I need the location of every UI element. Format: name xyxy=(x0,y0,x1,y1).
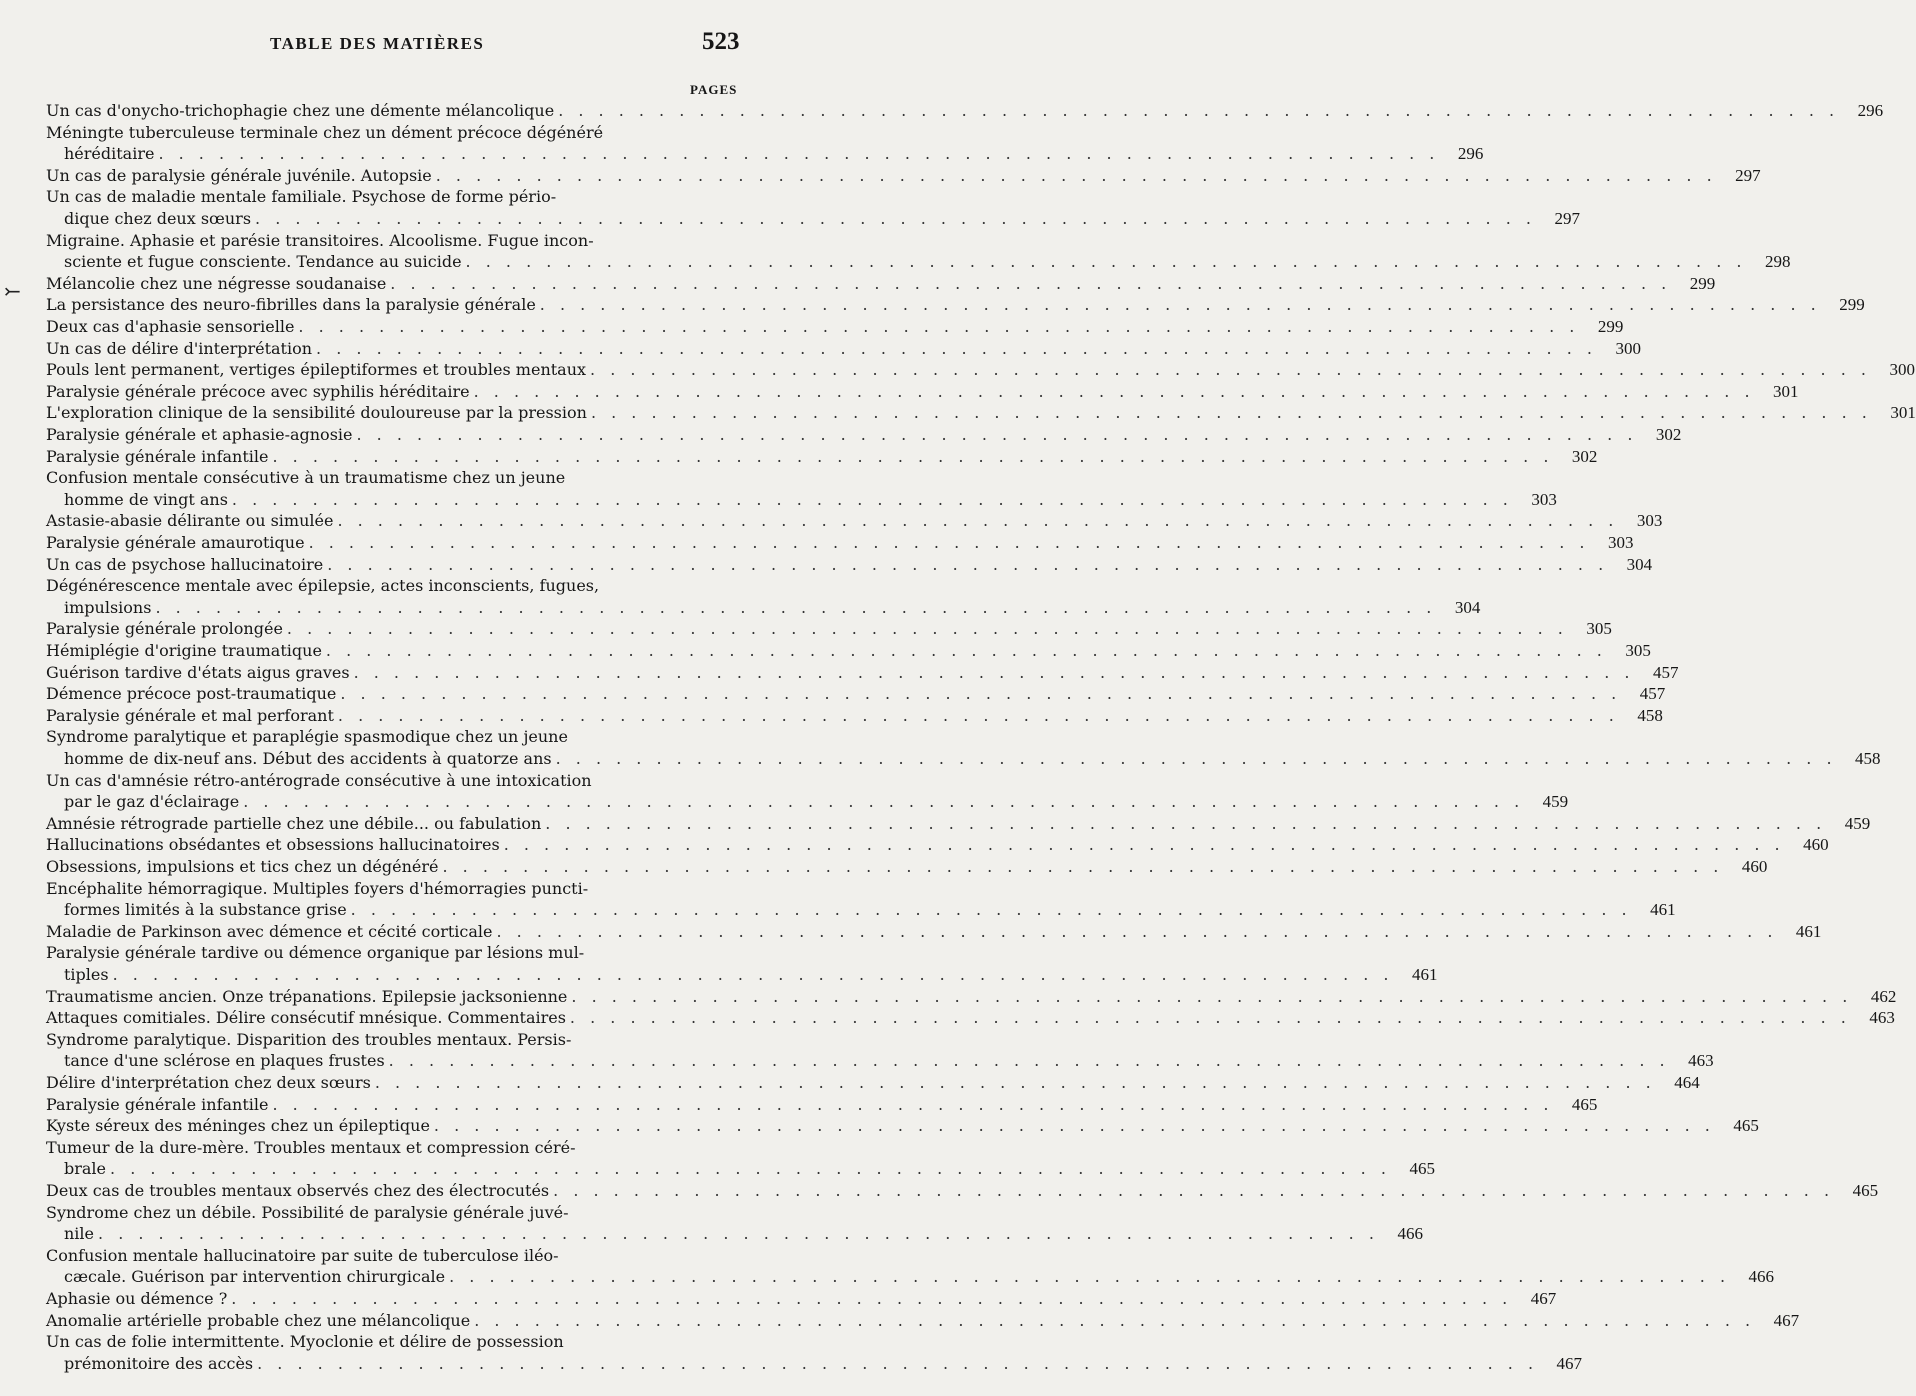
toc-entry-line xyxy=(46,273,1716,295)
entry-title-text: Un cas de délire d'interprétation xyxy=(46,338,313,358)
entry-page-number: 459 xyxy=(1542,792,1569,812)
entry-title-text: Mélancolie chez une négresse soudanaise xyxy=(46,273,387,293)
dot-leader: . . . . . . . . . . . . . . . . . . . . . . . . . . . . . . . . . . . . . . . . . . . . . . . . . . . . . . . . . . . . . . . . xyxy=(374,1073,1656,1092)
entry-title-text: Confusion mentale consécutive à un traumatisme chez un jeune xyxy=(46,468,566,488)
entry-title-text: tiples xyxy=(64,965,109,984)
dot-leader: . . . . . . . . . . . . . . . . . . . . . . . . . . . . . . . . . . . . . . . . . . . . . . . . . . . . . . . . . . . . . . . . xyxy=(442,857,1724,876)
entry-page-number: 299 xyxy=(1689,273,1716,293)
dot-leader: . . . . . . . . . . . . . . . . . . . . . . . . . . . . . . . . . . . . . . . . . . . . . . . . . . . . . . . . . . . . . . . . xyxy=(350,900,1632,920)
toc-entry-line-wrapped xyxy=(46,1202,750,1224)
toc-entry-line xyxy=(46,510,1663,532)
dot-leader: . . . . . . . . . . . . . . . . . . . . . . . . . . . . . . . . . . . . . . . . . . . . . . . . . . . . . . . . . . . . . . . . xyxy=(555,749,1837,768)
entry-title-text: Syndrome chez un débile. Possibilité de paralysie générale juvé- xyxy=(46,1202,569,1222)
dot-leader: . . . . . . . . . . . . . . . . . . . . . . . . . . . . . . . . . . . . . . . . . . . . . . . . . . . . . . . . . . . . . . . . xyxy=(243,792,1525,812)
dot-leader: . . . . . . . . . . . . . . . . . . . . . . . . . . . . . . . . . . . . . . . . . . . . . . . . . . . . . . . . . . . . . . . . xyxy=(110,1159,1391,1179)
toc-entry-line xyxy=(46,618,1612,640)
entry-title-text: L'exploration clinique de la sensibilité douloureuse par la pression xyxy=(46,403,587,423)
entry-title-text: Méningte tuberculeuse terminale chez un dément précoce dégénéré xyxy=(46,122,604,142)
entry-title-text: Guérison tardive d'états aigus graves xyxy=(46,662,350,682)
toc-entry-line xyxy=(64,1223,1423,1245)
entry-title-text: Dégénérescence mentale avec épilepsie, actes inconscients, fugues, xyxy=(46,576,600,596)
dot-leader: . . . . . . . . . . . . . . . . . . . . . . . . . . . . . . . . . . . . . . . . . . . . . . . . . . . . . . . . . . . . . . . . xyxy=(231,489,1513,509)
toc-entry-line xyxy=(46,294,1865,316)
entry-title-text: Paralysie générale infantile xyxy=(46,446,269,466)
toc-entry-line xyxy=(46,402,1916,424)
toc-entry-line xyxy=(64,251,1791,273)
toc-entry-line xyxy=(46,532,1634,554)
entry-page-number: 305 xyxy=(1586,619,1612,639)
running-title: TABLE DES MATIÈRES xyxy=(270,34,485,53)
entry-page-number: 301 xyxy=(1890,403,1916,423)
entry-title-text: Paralysie générale infantile xyxy=(46,1094,269,1114)
entry-page-number: 304 xyxy=(1626,554,1653,574)
toc-entry-line-wrapped xyxy=(46,878,750,900)
entry-page-number: 467 xyxy=(1530,1289,1557,1308)
entry-page-number: 297 xyxy=(1735,165,1761,185)
dot-leader: . . . . . . . . . . . . . . . . . . . . . . . . . . . . . . . . . . . . . . . . . . . . . . . . . . . . . . . . . . . . . . . . xyxy=(390,273,1672,293)
dot-leader: . . . . . . . . . . . . . . . . . . . . . . . . . . . . . . . . . . . . . . . . . . . . . . . . . . . . . . . . . . . . . . . . xyxy=(503,835,1785,855)
dot-leader: . . . . . . . . . . . . . . . . . . . . . . . . . . . . . . . . . . . . . . . . . . . . . . . . . . . . . . . . . . . . . . . . xyxy=(231,1289,1513,1308)
entry-title-text: Obsessions, impulsions et tics chez un dégénéré xyxy=(46,857,439,876)
toc-entry-line xyxy=(46,705,1663,727)
entry-page-number: 465 xyxy=(1852,1181,1879,1200)
dot-leader: . . . . . . . . . . . . . . . . . . . . . . . . . . . . . . . . . . . . . . . . . . . . . . . . . . . . . . . . . . . . . . . . xyxy=(496,921,1778,941)
toc-entry-line-wrapped xyxy=(46,1137,750,1159)
margin-arrow-mark: ⤚ xyxy=(4,279,21,303)
toc-entry-line xyxy=(46,1288,1557,1310)
entry-page-number: 466 xyxy=(1748,1267,1775,1287)
toc-entry-line xyxy=(64,899,1676,921)
entry-title-text: Traumatisme ancien. Onze trépanations. Epilepsie jacksonienne xyxy=(46,986,568,1006)
toc-entry-line-wrapped xyxy=(46,122,750,144)
toc-entry-line xyxy=(46,100,1884,122)
toc-entry-line xyxy=(46,316,1624,338)
entry-page-number: 461 xyxy=(1650,900,1676,920)
dot-leader: . . . . . . . . . . . . . . . . . . . . . . . . . . . . . . . . . . . . . . . . . . . . . . . . . . . . . . . . . . . . . . . . xyxy=(388,1051,1670,1071)
toc-entry-line xyxy=(46,1094,1598,1116)
toc-entry-line xyxy=(46,1007,1895,1029)
entry-title-text: sciente et fugue consciente. Tendance au suicide xyxy=(64,252,462,272)
entry-page-number: 301 xyxy=(1773,381,1799,401)
toc-entry-line-wrapped xyxy=(46,770,750,792)
entry-page-number: 296 xyxy=(1457,144,1484,164)
entry-title-text: prémonitoire des accès xyxy=(64,1353,254,1373)
toc-entry-line xyxy=(64,1266,1775,1288)
toc-entry-line-wrapped xyxy=(46,942,750,964)
dot-leader: . . . . . . . . . . . . . . . . . . . . . . . . . . . . . . . . . . . . . . . . . . . . . . . . . . . . . . . . . . . . . . . . xyxy=(558,101,1840,120)
entry-title-text: impulsions xyxy=(64,597,152,617)
entry-page-number: 465 xyxy=(1409,1159,1435,1179)
entry-title-text: homme de vingt ans xyxy=(64,489,228,509)
entry-title-text: Migraine. Aphasie et parésie transitoires. Alcoolisme. Fugue incon- xyxy=(46,230,594,250)
entry-page-number: 298 xyxy=(1764,252,1791,272)
toc-entry-line xyxy=(64,748,1881,770)
toc-entry-line xyxy=(64,597,1481,619)
dot-leader: . . . . . . . . . . . . . . . . . . . . . . . . . . . . . . . . . . . . . . . . . . . . . . . . . . . . . . . . . . . . . . . . xyxy=(553,1181,1835,1200)
toc-entry-line-wrapped xyxy=(46,1245,750,1267)
entry-page-number: 457 xyxy=(1653,662,1679,682)
entry-page-number: 461 xyxy=(1795,921,1822,941)
entry-page-number: 302 xyxy=(1571,446,1598,466)
entry-title-text: Un cas d'amnésie rétro-antérograde consécutive à une intoxication xyxy=(46,770,592,790)
dot-leader: . . . . . . . . . . . . . . . . . . . . . . . . . . . . . . . . . . . . . . . . . . . . . . . . . . . . . . . . . . . . . . . . xyxy=(286,619,1568,639)
toc-entry-line xyxy=(46,554,1653,576)
toc-entry-line xyxy=(46,856,1768,878)
entry-page-number: 457 xyxy=(1639,684,1666,704)
entry-title-text: La persistance des neuro-fibrilles dans la paralysie générale xyxy=(46,295,536,315)
entry-title-text: formes limités à la substance grise xyxy=(64,900,347,920)
entry-title-text: héréditaire xyxy=(64,144,155,164)
toc-entry-line xyxy=(46,165,1761,187)
entry-title-text: dique chez deux sœurs xyxy=(64,209,252,228)
toc-entry-line xyxy=(64,1050,1714,1072)
entry-title-text: Confusion mentale hallucinatoire par suite de tuberculose iléo- xyxy=(46,1245,559,1265)
entry-title-text: cæcale. Guérison par intervention chirurgicale xyxy=(64,1267,446,1287)
entry-page-number: 460 xyxy=(1803,835,1829,855)
entry-title-text: Paralysie générale et mal perforant xyxy=(46,705,334,725)
entry-page-number: 461 xyxy=(1412,965,1438,984)
entry-page-number: 305 xyxy=(1625,641,1651,660)
entry-title-text: Aphasie ou démence ? xyxy=(46,1289,228,1308)
toc-entry-line xyxy=(46,338,1641,360)
entry-title-text: par le gaz d'éclairage xyxy=(64,792,240,812)
dot-leader: . . . . . . . . . . . . . . . . . . . . . . . . . . . . . . . . . . . . . . . . . . . . . . . . . . . . . . . . . . . . . . . . xyxy=(255,209,1536,228)
entry-page-number: 463 xyxy=(1688,1051,1714,1071)
toc-entry-line-wrapped xyxy=(46,186,750,208)
entry-title-text: Un cas d'onycho-trichophagie chez une démente mélancolique xyxy=(46,101,555,120)
toc-entry-line xyxy=(64,208,1580,230)
dot-leader: . . . . . . . . . . . . . . . . . . . . . . . . . . . . . . . . . . . . . . . . . . . . . . . . . . . . . . . . . . . . . . . . xyxy=(98,1224,1379,1244)
dot-leader: . . . . . . . . . . . . . . . . . . . . . . . . . . . . . . . . . . . . . . . . . . . . . . . . . . . . . . . . . . . . . . . . xyxy=(356,425,1638,444)
entry-page-number: 299 xyxy=(1597,317,1624,336)
entry-page-number: 466 xyxy=(1397,1224,1423,1244)
entry-title-text: Deux cas d'aphasie sensorielle xyxy=(46,317,295,336)
entry-title-text: Encéphalite hémorragique. Multiples foyers d'hémorragies puncti- xyxy=(46,878,589,898)
dot-leader: . . . . . . . . . . . . . . . . . . . . . . . . . . . . . . . . . . . . . . . . . . . . . . . . . . . . . . . . . . . . . . . . xyxy=(539,295,1821,315)
toc-entry-line-wrapped xyxy=(46,575,750,597)
entry-page-number: 303 xyxy=(1636,511,1663,531)
entry-page-number: 304 xyxy=(1454,597,1481,617)
toc-entry-line xyxy=(64,964,1438,986)
toc-entry-line xyxy=(46,1310,1800,1332)
entry-page-number: 302 xyxy=(1655,425,1682,444)
dot-leader: . . . . . . . . . . . . . . . . . . . . . . . . . . . . . . . . . . . . . . . . . . . . . . . . . . . . . . . . . . . . . . . . xyxy=(590,360,1871,380)
dot-leader: . . . . . . . . . . . . . . . . . . . . . . . . . . . . . . . . . . . . . . . . . . . . . . . . . . . . . . . . . . . . . . . . xyxy=(474,1310,1756,1330)
dot-leader: . . . . . . . . . . . . . . . . . . . . . . . . . . . . . . . . . . . . . . . . . . . . . . . . . . . . . . . . . . . . . . . . xyxy=(465,252,1747,272)
entry-title-text: Kyste séreux des méninges chez un épileptique xyxy=(46,1116,430,1136)
entry-title-text: Un cas de maladie mentale familiale. Psychose de forme pério- xyxy=(46,187,557,207)
entry-page-number: 300 xyxy=(1615,338,1641,358)
entry-title-text: Maladie de Parkinson avec démence et cécité corticale xyxy=(46,921,493,941)
entry-page-number: 458 xyxy=(1855,749,1881,768)
entry-page-number: 458 xyxy=(1637,705,1663,725)
entry-page-number: 299 xyxy=(1839,295,1865,315)
dot-leader: . . . . . . . . . . . . . . . . . . . . . . . . . . . . . . . . . . . . . . . . . . . . . . . . . . . . . . . . . . . . . . . . xyxy=(473,381,1755,401)
toc-entry-line xyxy=(46,1115,1759,1137)
dot-leader: . . . . . . . . . . . . . . . . . . . . . . . . . . . . . . . . . . . . . . . . . . . . . . . . . . . . . . . . . . . . . . . . xyxy=(325,641,1607,660)
entry-title-text: Attaques comitiales. Délire consécutif mnésique. Commentaires xyxy=(46,1008,566,1028)
entry-title-text: Hallucinations obsédantes et obsessions hallucinatoires xyxy=(46,835,500,855)
entry-title-text: Pouls lent permanent, vertiges épileptiformes et troubles mentaux xyxy=(46,360,587,380)
toc-entry-line-wrapped xyxy=(46,467,750,489)
entry-title-text: Un cas de folie intermittente. Myoclonie et délire de possession xyxy=(46,1332,564,1352)
page-number: 523 xyxy=(702,28,740,55)
entry-title-text: Astasie-abasie délirante ou simulée xyxy=(46,511,334,531)
entry-title-text: Paralysie générale tardive ou démence organique par lésions mul- xyxy=(46,943,585,963)
entry-title-text: Paralysie générale et aphasie-agnosie xyxy=(46,425,353,444)
toc-entry-line xyxy=(64,1353,1583,1375)
entry-page-number: 465 xyxy=(1571,1094,1598,1114)
dot-leader: . . . . . . . . . . . . . . . . . . . . . . . . . . . . . . . . . . . . . . . . . . . . . . . . . . . . . . . . . . . . . . . . xyxy=(112,965,1394,984)
dot-leader: . . . . . . . . . . . . . . . . . . . . . . . . . . . . . . . . . . . . . . . . . . . . . . . . . . . . . . . . . . . . . . . . xyxy=(337,511,1619,531)
dot-leader: . . . . . . . . . . . . . . . . . . . . . . . . . . . . . . . . . . . . . . . . . . . . . . . . . . . . . . . . . . . . . . . . xyxy=(337,705,1619,725)
dot-leader: . . . . . . . . . . . . . . . . . . . . . . . . . . . . . . . . . . . . . . . . . . . . . . . . . . . . . . . . . . . . . . . . xyxy=(257,1353,1539,1373)
entry-page-number: 464 xyxy=(1674,1073,1700,1092)
entry-title-text: homme de dix-neuf ans. Début des accidents à quatorze ans xyxy=(64,749,552,768)
toc-entry-line xyxy=(46,1072,1700,1094)
entry-title-text: Syndrome paralytique. Disparition des troubles mentaux. Persis- xyxy=(46,1029,572,1049)
entry-title-text: tance d'une sclérose en plaques frustes xyxy=(64,1051,385,1071)
entry-page-number: 463 xyxy=(1869,1008,1895,1028)
entry-page-number: 303 xyxy=(1607,533,1634,552)
entry-page-number: 465 xyxy=(1733,1116,1759,1136)
dot-leader: . . . . . . . . . . . . . . . . . . . . . . . . . . . . . . . . . . . . . . . . . . . . . . . . . . . . . . . . . . . . . . . . xyxy=(272,446,1554,466)
toc-entry-line xyxy=(46,662,1679,684)
dot-leader: . . . . . . . . . . . . . . . . . . . . . . . . . . . . . . . . . . . . . . . . . . . . . . . . . . . . . . . . . . . . . . . . xyxy=(340,684,1622,704)
entry-title-text: Un cas de paralysie générale juvénile. Autopsie xyxy=(46,165,432,185)
entry-page-number: 467 xyxy=(1556,1353,1583,1373)
entry-page-number: 300 xyxy=(1889,360,1915,380)
dot-leader: . . . . . . . . . . . . . . . . . . . . . . . . . . . . . . . . . . . . . . . . . . . . . . . . . . . . . . . . . . . . . . . . xyxy=(433,1116,1715,1136)
toc-entry-line xyxy=(64,791,1569,813)
toc-entry-line xyxy=(46,813,1871,835)
dot-leader: . . . . . . . . . . . . . . . . . . . . . . . . . . . . . . . . . . . . . . . . . . . . . . . . . . . . . . . . . . . . . . . . xyxy=(435,165,1717,185)
entry-title-text: Tumeur de la dure-mère. Troubles mentaux et compression céré- xyxy=(46,1137,576,1157)
dot-leader: . . . . . . . . . . . . . . . . . . . . . . . . . . . . . . . . . . . . . . . . . . . . . . . . . . . . . . . . . . . . . . . . xyxy=(298,317,1580,336)
toc-entry-line xyxy=(46,834,1829,856)
dot-leader: . . . . . . . . . . . . . . . . . . . . . . . . . . . . . . . . . . . . . . . . . . . . . . . . . . . . . . . . . . . . . . . . xyxy=(155,597,1437,617)
toc-entry-line-wrapped xyxy=(46,726,750,748)
toc-entry-line xyxy=(64,489,1557,511)
entry-page-number: 296 xyxy=(1857,101,1884,120)
toc-entry-line-wrapped xyxy=(46,1029,750,1051)
entry-page-number: 467 xyxy=(1773,1310,1800,1330)
dot-leader: . . . . . . . . . . . . . . . . . . . . . . . . . . . . . . . . . . . . . . . . . . . . . . . . . . . . . . . . . . . . . . . . xyxy=(308,533,1590,552)
entry-page-number: 303 xyxy=(1531,489,1557,509)
entry-title-text: Deux cas de troubles mentaux observés chez des électrocutés xyxy=(46,1181,550,1200)
pages-column-label: PAGES xyxy=(690,82,738,97)
entry-title-text: Amnésie rétrograde partielle chez une débile... ou fabulation xyxy=(46,813,542,833)
entry-title-text: Un cas de psychose hallucinatoire xyxy=(46,554,324,574)
entry-page-number: 460 xyxy=(1741,857,1768,876)
entry-page-number: 459 xyxy=(1844,813,1871,833)
toc-entry-line xyxy=(46,381,1799,403)
entry-title-text: Syndrome paralytique et paraplégie spasmodique chez un jeune xyxy=(46,727,568,747)
toc-entry-line xyxy=(46,986,1897,1008)
dot-leader: . . . . . . . . . . . . . . . . . . . . . . . . . . . . . . . . . . . . . . . . . . . . . . . . . . . . . . . . . . . . . . . . xyxy=(590,403,1872,423)
entry-title-text: nile xyxy=(64,1224,95,1244)
entry-title-text: Paralysie générale amaurotique xyxy=(46,533,305,552)
entry-title-text: Hémiplégie d'origine traumatique xyxy=(46,641,322,660)
toc-entry-line xyxy=(46,921,1822,943)
toc-entry-line xyxy=(64,1158,1435,1180)
dot-leader: . . . . . . . . . . . . . . . . . . . . . . . . . . . . . . . . . . . . . . . . . . . . . . . . . . . . . . . . . . . . . . . . xyxy=(545,813,1827,833)
toc-entry-line-wrapped xyxy=(46,1331,750,1353)
entry-title-text: Démence précoce post-traumatique xyxy=(46,684,337,704)
toc-entry-line-wrapped xyxy=(46,230,750,252)
toc-entry-line xyxy=(46,424,1682,446)
entry-title-text: Délire d'interprétation chez deux sœurs xyxy=(46,1073,371,1092)
toc-entry-line xyxy=(46,640,1651,662)
dot-leader: . . . . . . . . . . . . . . . . . . . . . . . . . . . . . . . . . . . . . . . . . . . . . . . . . . . . . . . . . . . . . . . . xyxy=(571,986,1853,1006)
toc-entry-line xyxy=(46,683,1666,705)
entry-title-text: Paralysie générale prolongée xyxy=(46,619,283,639)
dot-leader: . . . . . . . . . . . . . . . . . . . . . . . . . . . . . . . . . . . . . . . . . . . . . . . . . . . . . . . . . . . . . . . . xyxy=(158,144,1440,164)
dot-leader: . . . . . . . . . . . . . . . . . . . . . . . . . . . . . . . . . . . . . . . . . . . . . . . . . . . . . . . . . . . . . . . . xyxy=(569,1008,1851,1028)
dot-leader: . . . . . . . . . . . . . . . . . . . . . . . . . . . . . . . . . . . . . . . . . . . . . . . . . . . . . . . . . . . . . . . . xyxy=(316,338,1597,358)
entry-title-text: Paralysie générale précoce avec syphilis héréditaire xyxy=(46,381,470,401)
dot-leader: . . . . . . . . . . . . . . . . . . . . . . . . . . . . . . . . . . . . . . . . . . . . . . . . . . . . . . . . . . . . . . . . xyxy=(327,554,1609,574)
dot-leader: . . . . . . . . . . . . . . . . . . . . . . . . . . . . . . . . . . . . . . . . . . . . . . . . . . . . . . . . . . . . . . . . xyxy=(449,1267,1731,1287)
entry-title-text: brale xyxy=(64,1159,107,1179)
entry-page-number: 297 xyxy=(1554,209,1580,228)
toc-entry-line xyxy=(46,1180,1879,1202)
entry-page-number: 462 xyxy=(1870,986,1897,1006)
toc-entry-line xyxy=(46,446,1598,468)
toc-entry-line xyxy=(46,359,1915,381)
toc-entry-line xyxy=(64,143,1484,165)
dot-leader: . . . . . . . . . . . . . . . . . . . . . . . . . . . . . . . . . . . . . . . . . . . . . . . . . . . . . . . . . . . . . . . . xyxy=(272,1094,1554,1114)
entry-title-text: Anomalie artérielle probable chez une mélancolique xyxy=(46,1310,471,1330)
dot-leader: . . . . . . . . . . . . . . . . . . . . . . . . . . . . . . . . . . . . . . . . . . . . . . . . . . . . . . . . . . . . . . . . xyxy=(353,662,1635,682)
